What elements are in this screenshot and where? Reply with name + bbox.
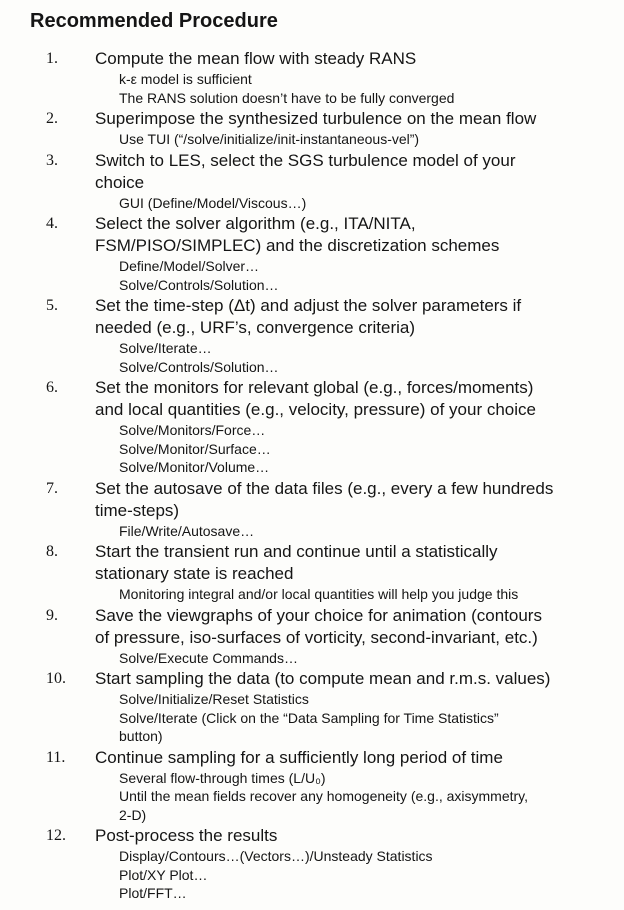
- item-text-line: stationary state is reached: [95, 564, 294, 583]
- item-note-line: Solve/Controls/Solution…: [119, 276, 279, 293]
- procedure-item-1: [0, 48, 624, 107]
- item-note-line: Solve/Initialize/Reset Statistics: [119, 691, 309, 707]
- item-text-line: Set the monitors for relevant global (e.g., forces/moments): [95, 378, 534, 397]
- item-number: 7.: [46, 479, 58, 497]
- item-note-line: Solve/Monitors/Force…: [119, 422, 266, 438]
- procedure-item-9: [0, 605, 624, 668]
- item-note-line: Solve/Controls/Solution…: [119, 358, 279, 375]
- item-text-line: Save the viewgraphs of your choice for animation (contours: [95, 605, 542, 625]
- item-text-line: Start the transient run and continue until a statistically: [95, 542, 498, 561]
- item-body: [95, 108, 624, 149]
- item-number: 12.: [46, 827, 66, 844]
- item-body: [95, 478, 624, 541]
- procedure-item-5: [0, 295, 624, 376]
- item-note-line: Plot/FFT…: [119, 885, 187, 901]
- item-text-line: Continue sampling for a sufficiently long period of time: [95, 747, 503, 767]
- item-text-line: and local quantities (e.g., velocity, pressure) of your choice: [95, 400, 536, 419]
- item-text-line: Compute the mean flow with steady RANS: [95, 49, 417, 68]
- item-body: [95, 605, 624, 668]
- procedure-item-11: [0, 747, 624, 825]
- item-text-line: needed (e.g., URF’s, convergence criteria): [95, 318, 416, 337]
- item-note-line: Display/Contours…(Vectors…)/Unsteady Statistics: [119, 848, 433, 864]
- procedure-item-12: [0, 825, 624, 903]
- item-number: 3.: [46, 151, 58, 169]
- item-note-line: The RANS solution doesn’t have to be fully converged: [119, 89, 455, 106]
- item-note-line: Solve/Iterate…: [119, 340, 212, 356]
- item-note-line: Solve/Iterate (Click on the “Data Sampling for Time Statistics”: [119, 709, 499, 726]
- procedure-item-10: [0, 668, 624, 746]
- item-text-line: FSM/PISO/SIMPLEC) and the discretization schemes: [95, 236, 500, 255]
- item-number: 9.: [46, 606, 58, 624]
- item-note-line: Plot/XY Plot…: [119, 866, 208, 883]
- procedure-item-8: [0, 541, 624, 604]
- item-body: [95, 747, 624, 825]
- item-note-line: Use TUI (“/solve/initialize/init-instantaneous-vel”): [119, 131, 420, 147]
- item-body: [95, 213, 624, 294]
- item-body: [95, 668, 624, 746]
- item-text-line: Superimpose the synthesized turbulence on the mean flow: [95, 109, 537, 128]
- item-text-line: Switch to LES, select the SGS turbulence model of your: [95, 150, 516, 170]
- item-note-line: button): [119, 728, 163, 744]
- item-note-line: File/Write/Autosave…: [119, 522, 255, 539]
- item-note-line: Solve/Monitor/Volume…: [119, 459, 270, 475]
- item-number: 10.: [46, 670, 66, 687]
- item-text-line: of pressure, iso-surfaces of vorticity, second-invariant, etc.): [95, 627, 538, 647]
- item-body: [95, 541, 624, 604]
- item-note-line: GUI (Define/Model/Viscous…): [119, 194, 307, 211]
- item-number: 8.: [46, 543, 58, 560]
- item-body: [95, 48, 624, 107]
- procedure-item-3: [0, 150, 624, 213]
- item-text-line: Set the time-step (Δt) and adjust the solver parameters if: [95, 296, 522, 315]
- item-note-line: 2-D): [119, 806, 147, 823]
- item-number: 6.: [46, 379, 58, 396]
- procedure-list: [0, 48, 624, 903]
- procedure-item-4: [0, 213, 624, 294]
- item-body: [95, 825, 624, 903]
- item-text-line: choice: [95, 172, 145, 192]
- item-number: 5.: [46, 297, 58, 314]
- item-note-line: Several flow-through times (L/U₀): [119, 769, 326, 786]
- item-number: 4.: [46, 215, 58, 232]
- item-note-line: k-ε model is sufficient: [119, 71, 252, 87]
- item-text-line: Select the solver algorithm (e.g., ITA/NITA,: [95, 214, 416, 233]
- item-text-line: Post-process the results: [95, 826, 278, 845]
- item-note-line: Solve/Execute Commands…: [119, 649, 298, 666]
- item-body: [95, 295, 624, 376]
- item-text-line: Start sampling the data (to compute mean and r.m.s. values): [95, 669, 551, 688]
- item-number: 2.: [46, 110, 58, 127]
- item-body: [95, 150, 624, 213]
- item-note-line: Until the mean fields recover any homogeneity (e.g., axisymmetry,: [119, 788, 529, 804]
- procedure-item-7: [0, 478, 624, 541]
- item-body: [95, 377, 624, 477]
- item-note-line: Define/Model/Solver…: [119, 258, 260, 274]
- page-title: Recommended Procedure: [30, 10, 278, 32]
- item-text-line: time-steps): [95, 500, 180, 520]
- procedure-item-6: [0, 377, 624, 477]
- item-number: 11.: [46, 748, 66, 766]
- item-text-line: Set the autosave of the data files (e.g., every a few hundreds: [95, 478, 554, 498]
- item-note-line: Solve/Monitor/Surface…: [119, 440, 271, 457]
- item-note-line: Monitoring integral and/or local quantities will help you judge this: [119, 586, 519, 602]
- procedure-item-2: [0, 108, 624, 149]
- item-number: 1.: [46, 50, 58, 67]
